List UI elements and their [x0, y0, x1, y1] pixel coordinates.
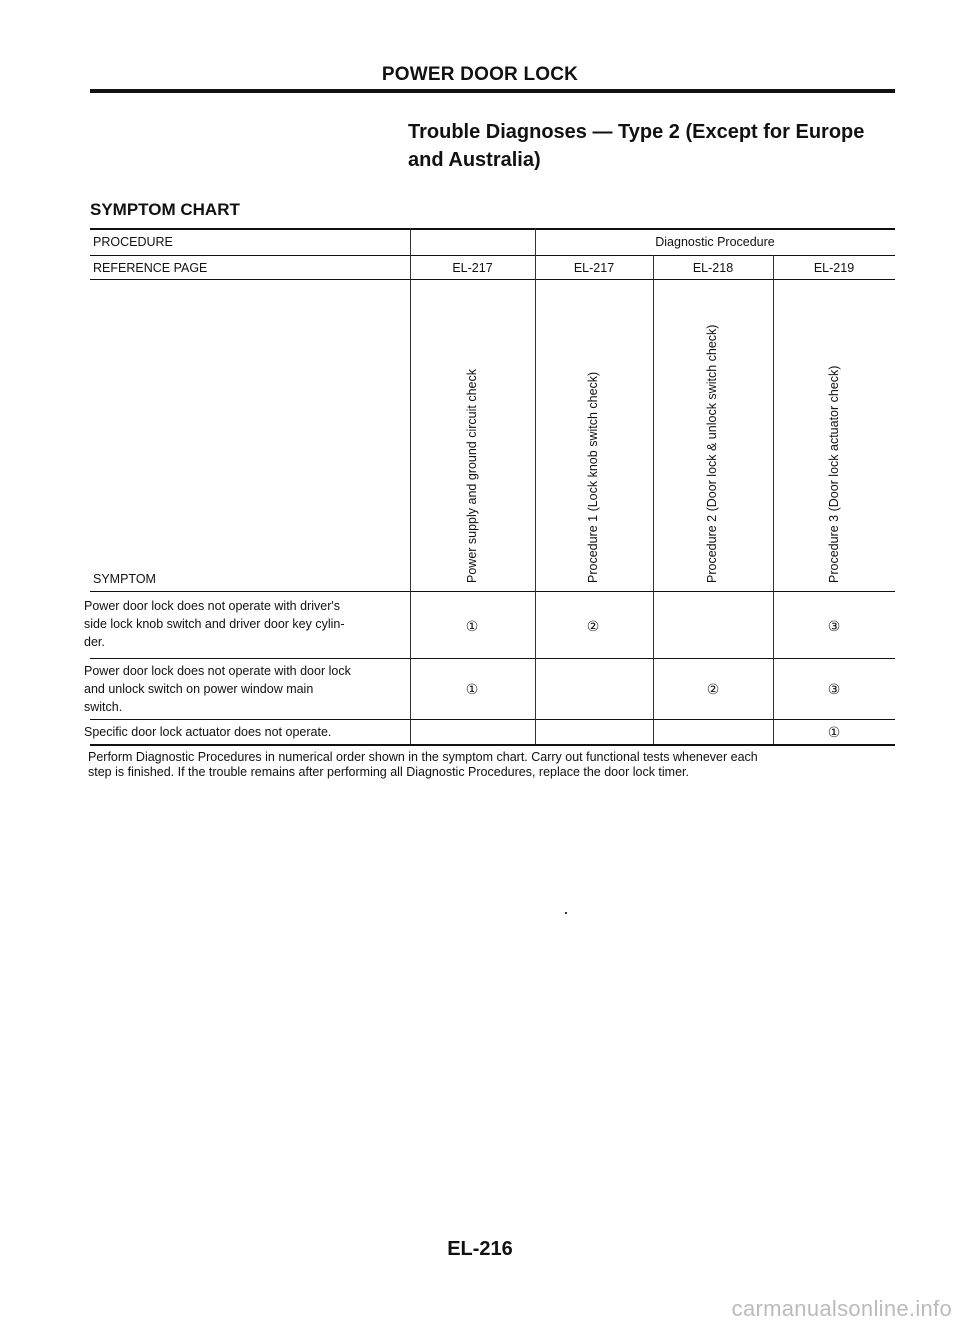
table-rule-after-row-1: [90, 658, 895, 659]
procedure-name-1: Power supply and ground circuit check: [465, 368, 479, 583]
section-title-line-1: Trouble Diagnoses — Type 2 (Except for Europe: [408, 121, 865, 143]
footnote: [88, 750, 898, 780]
watermark: carmanualsonline.info: [731, 1296, 952, 1321]
symptom-row-1-line-1: Power door lock does not operate with driver's: [84, 599, 340, 613]
reference-page-3: EL-218: [692, 261, 734, 275]
table-rule-after-reference: [90, 279, 895, 280]
stray-dot: [565, 912, 567, 914]
diagnostic-procedure-label: Diagnostic Procedure: [655, 235, 775, 249]
table-col-divider-3: [773, 255, 774, 744]
row-2-mark-1: ①: [465, 681, 479, 697]
table-rule-bottom: [90, 744, 895, 746]
table-rule-after-row-2: [90, 719, 895, 720]
symptom-chart-heading: SYMPTOM CHART: [90, 200, 240, 219]
procedure-name-2: Procedure 1 (Lock knob switch check): [586, 371, 600, 583]
page-header-title: POWER DOOR LOCK: [381, 64, 579, 85]
procedure-name-3: Procedure 2 (Door lock & unlock switch check): [705, 324, 719, 583]
section-title-line-2: and Australia): [408, 149, 541, 171]
row-1-mark-4: ③: [827, 618, 841, 634]
table-rule-after-procedure: [90, 255, 895, 256]
row-3-mark-4: ①: [827, 724, 841, 740]
table-col-divider-1: [535, 228, 536, 744]
procedure-name-4: Procedure 3 (Door lock actuator check): [827, 365, 841, 583]
row-1-mark-2: ②: [586, 618, 600, 634]
symptom-row-3-line-1: Specific door lock actuator does not operate.: [84, 725, 332, 739]
footnote-line-2: step is finished. If the trouble remains after performing all Diagnostic Procedures, replace the door lock timer.: [88, 765, 689, 779]
symptom-row-2-line-1: Power door lock does not operate with door lock: [84, 664, 351, 678]
procedure-label: PROCEDURE: [93, 235, 173, 249]
section-title: [408, 118, 908, 174]
symptom-row-1-text: [84, 597, 409, 651]
row-2-mark-3: ②: [706, 681, 720, 697]
symptom-label: SYMPTOM: [93, 572, 156, 586]
table-col-divider-2: [653, 255, 654, 744]
symptom-row-1-line-2: side lock knob switch and driver door key cylin-: [84, 617, 345, 631]
table-col-divider-0: [410, 228, 411, 744]
table-rule-top: [90, 228, 895, 230]
symptom-chart-table: [84, 228, 895, 748]
symptom-row-2-line-2: and unlock switch on power window main: [84, 682, 314, 696]
reference-page-2: EL-217: [573, 261, 615, 275]
symptom-row-2-line-3: switch.: [84, 700, 123, 714]
symptom-row-3-text: [84, 725, 409, 739]
symptom-row-1-line-3: der.: [84, 635, 105, 649]
row-2-mark-4: ③: [827, 681, 841, 697]
table-rule-after-header: [90, 591, 895, 592]
symptom-row-2-text: [84, 662, 409, 716]
reference-page-4: EL-219: [813, 261, 855, 275]
row-1-mark-1: ①: [465, 618, 479, 634]
page-number: EL-216: [447, 1238, 513, 1260]
reference-page-1: EL-217: [452, 261, 493, 275]
header-rule: [90, 89, 895, 93]
reference-page-label: REFERENCE PAGE: [93, 261, 208, 275]
footnote-line-1: Perform Diagnostic Procedures in numerical order shown in the symptom chart. Carry out functional tests whenever each: [88, 750, 758, 764]
